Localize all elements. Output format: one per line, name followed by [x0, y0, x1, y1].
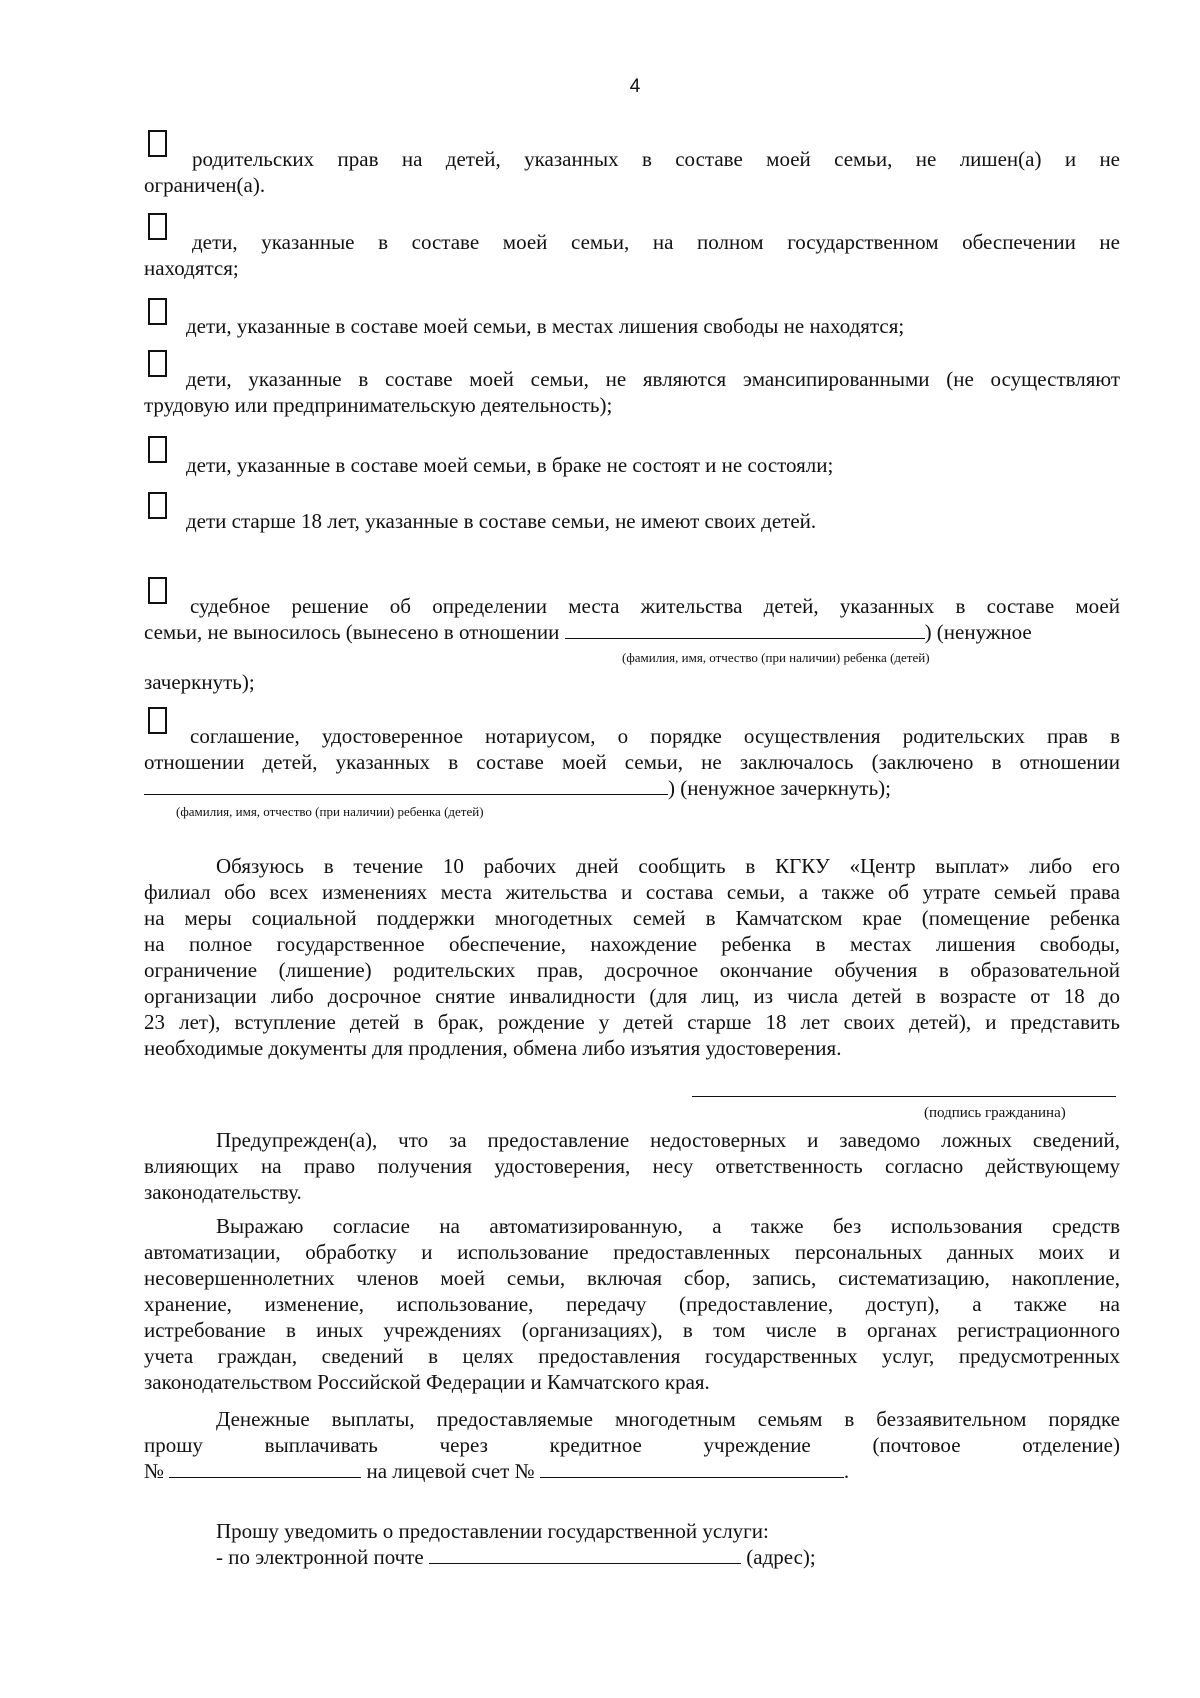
account-number-field[interactable]	[540, 1458, 844, 1478]
court-decision-caption: (фамилия, имя, отчество (при наличии) ребенка (детей)	[622, 650, 930, 665]
consent-paragraph: Выражаю согласие на автоматизированную, а также без использования средств автоматизации, обработку и использование предоставленных персональных данных моих и несовершеннолетних членов моей семьи, включая сбор, запись, систематизацию, накопление, хранение, изменение, использование, передачу (предоставление, доступ), а также на истребование в иных учреждениях (организациях), в том числе в органах регистрационного учета граждан, сведений в целях предоставления государственных услуг, предусмотренных законодательством Российской Федерации и Камчатского края.	[144, 1214, 1120, 1394]
bank-number-field[interactable]	[169, 1458, 361, 1478]
obligation-paragraph: Обязуюсь в течение 10 рабочих дней сообщить в КГКУ «Центр выплат» либо его филиал обо всех изменениях места жительства и состава семьи, а также об утрате семьей права на меры социальной поддержки многодетных семей в Камчатском крае (помещение ребенка на полное государственное обеспечение, нахождение ребенка в местах лишения свободы, ограничение (лишение) родительских прав, досрочное окончание обучения в образовательной организации либо досрочное снятие инвалидности (для лиц, из числа детей в возрасте от 18 до 23 лет), вступление детей в брак, рождение у детей старше 18 лет своих детей), и представить необходимые документы для продления, обмена либо изъятия удостоверения.	[144, 854, 1120, 1060]
item-not-married: дети, указанные в составе моей семьи, в браке не состоят и не состояли;	[186, 453, 834, 477]
item-parental-rights: родительских прав на детей, указанных в составе моей семьи, не лишен(а) и не ограничен(а).	[144, 147, 1120, 197]
court-decision-child-name-field[interactable]	[565, 619, 925, 639]
page-number: 4	[629, 76, 641, 97]
notary-agreement-child-name-field[interactable]	[144, 775, 668, 795]
signature-line[interactable]	[692, 1096, 1116, 1097]
item-no-imprisonment: дети, указанные в составе моей семьи, в местах лишения свободы не находятся;	[186, 314, 905, 338]
signature-caption: (подпись гражданина)	[924, 1105, 1066, 1121]
payments-paragraph: Денежные выплаты, предоставляемые многодетным семьям в беззаявительном порядке прошу выплачивать через кредитное учреждение (почтовое отделение) № на лицевой счет № .	[144, 1407, 1120, 1483]
email-address-field[interactable]	[429, 1544, 741, 1564]
document-page: 4 родительских прав на детей, указанных в составе моей семьи, не лишен(а) и не ограничен(а). дети, указанные в составе моей семьи, на полном государственном обеспечении не находятся; дети, указанные в составе моей семьи, в местах лишения свободы не находятся; дети, указанные в составе моей семьи, не являются эмансипированными (не осуществляют трудовую или предпринимательскую деятельность); дети, указанные в составе моей семьи, в браке не состоят и не состояли; дети старше 18 лет, указанные в составе семьи, не имеют своих детей. судебное решение об определении места жительства детей, указанных в составе моей семьи, не выносилось (вынесено в отношении ) (ненужное (фамилия, имя, отчество (при наличии) ребенка (детей) зачеркнуть); соглашение, удостоверенное нотариусом, о порядке осуществления родительских прав в отношении детей, указанных в составе моей семьи, не заключалось (заключено в отношении ) (ненужное зачеркнуть); (фамилия, имя, отчество (при наличии) ребенка (детей) Обязуюсь в течение 10 рабочих дней сообщить в КГКУ «Центр выплат» либо его филиал обо всех изменениях места жительства и состава семьи, а также об утрате семьей права на меры социальной поддержки многодетных семей в Камчатском крае (помещение ребенка на полное государственное обеспечение, нахождение ребенка в местах лишения свободы, ограничение (лишение) родительских прав, досрочное окончание обучения в образовательной организации либо досрочное снятие инвалидности (для лиц, из числа детей в возрасте от 18 до 23 лет), вступление детей в брак, рождение у детей старше 18 лет своих детей), и представить необходимые документы для продления, обмена либо изъятия удостоверения. (подпись гражданина) Предупрежден(а), что за предоставление недостоверных и заведомо ложных сведений, влияющих на право получения удостоверения, несу ответственность согласно действующему законодательству. Выражаю согласие на автоматизированную, а также без использования средств автоматизации, обработку и использование предоставленных персональных данных моих и несовершеннолетних членов моей семьи, включая сбор, запись, систематизацию, накопление, хранение, изменение, использование, передачу (предоставление, доступ), а также на истребование в иных учреждениях (организациях), в том числе в органах регистрационного учета граждан, сведений в целях предоставления государственных услуг, предусмотренных законодательством Российской Федерации и Камчатского края. Денежные выплаты, предоставляемые многодетным семьям в беззаявительном порядке прошу выплачивать через кредитное учреждение (почтовое отделение) № на лицевой счет № . Прошу уведомить о предоставлении государственной услуги: - по электронной почте (адрес);	[0, 0, 1200, 1698]
item-court-decision: судебное решение об определении места жительства детей, указанных в составе моей семьи, не выносилось (вынесено в отношении ) (ненужное	[144, 594, 1120, 644]
item-state-support: дети, указанные в составе моей семьи, на полном государственном обеспечении не находятся;	[144, 230, 1120, 280]
item-notary-agreement: соглашение, удостоверенное нотариусом, о порядке осуществления родительских прав в отношении детей, указанных в составе моей семьи, не заключалось (заключено в отношении ) (ненужное зачеркнуть);	[144, 724, 1120, 800]
warning-paragraph: Предупрежден(а), что за предоставление недостоверных и заведомо ложных сведений, влияющих на право получения удостоверения, несу ответственность согласно действующему законодательству.	[144, 1128, 1120, 1204]
item-not-emancipated: дети, указанные в составе моей семьи, не являются эмансипированными (не осуществляют трудовую или предпринимательскую деятельность);	[144, 367, 1120, 417]
notify-paragraph: Прошу уведомить о предоставлении государственной услуги: - по электронной почте (адрес);	[216, 1519, 816, 1569]
item-no-own-children: дети старше 18 лет, указанные в составе семьи, не имеют своих детей.	[186, 509, 817, 533]
notary-agreement-caption: (фамилия, имя, отчество (при наличии) ребенка (детей)	[176, 804, 484, 819]
